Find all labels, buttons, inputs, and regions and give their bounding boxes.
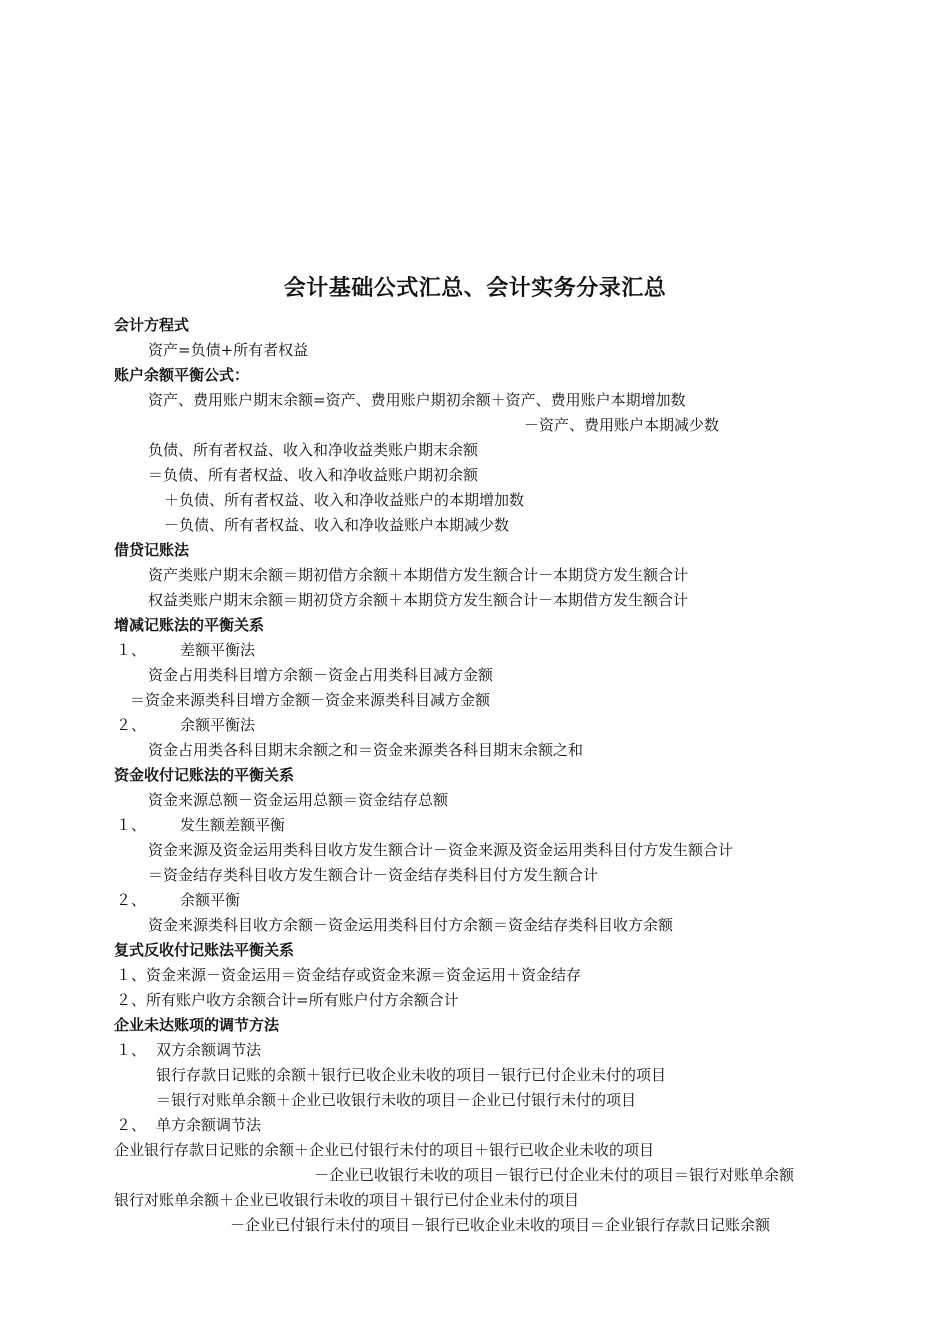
section-heading-increase-decrease: 增减记账法的平衡关系 <box>114 616 265 634</box>
section-heading-debit-credit: 借贷记账法 <box>114 541 190 559</box>
formula-line: ２、所有账户收方余额合计=所有账户付方余额合计 <box>116 991 459 1009</box>
formula-line: 资产类账户期末余额＝期初借方余额＋本期借方发生额合计－本期贷方发生额合计 <box>148 566 689 584</box>
section-heading-funds-receipt-payment: 资金收付记账法的平衡关系 <box>114 766 295 784</box>
formula-line: ＝资金来源类科目增方金额－资金来源类科目减方金额 <box>130 691 491 709</box>
section-heading-accounting-equation: 会计方程式 <box>114 316 190 334</box>
list-item <box>116 715 255 735</box>
formula-line: ＝负债、所有者权益、收入和净收益账户期初余额 <box>148 466 479 484</box>
formula-line: －企业已付银行未付的项目－银行已收企业未收的项目＝企业银行存款日记账余额 <box>230 1216 771 1234</box>
formula-line: －资产、费用账户本期减少数 <box>524 416 720 434</box>
formula-line: 资金来源及资金运用类科目收方发生额合计－资金来源及资金运用类科目付方发生额合计 <box>148 841 734 859</box>
formula-line: 资产、费用账户期末余额=资产、费用账户期初余额＋资产、费用账户本期增加数 <box>148 391 686 409</box>
formula-line: 银行存款日记账的余额＋银行已收企业未收的项目－银行已付企业未付的项目 <box>156 1066 667 1084</box>
formula-line: ＝资金结存类科目收方发生额合计－资金结存类科目付方发生额合计 <box>148 866 599 884</box>
formula-line: 资金来源类科目收方余额－资金运用类科目付方余额＝资金结存类科目收方余额 <box>148 916 674 934</box>
section-heading-reverse-receipt-payment: 复式反收付记账法平衡关系 <box>114 941 295 959</box>
formula-line: －负债、所有者权益、收入和净收益账户本期减少数 <box>164 516 510 534</box>
section-heading-reconciliation: 企业未达账项的调节方法 <box>114 1016 280 1034</box>
formula-line: 负债、所有者权益、收入和净收益类账户期末余额 <box>148 441 479 459</box>
formula-line: ＋负债、所有者权益、收入和净收益账户的本期增加数 <box>164 491 525 509</box>
document-title: 会计基础公式汇总、会计实务分录汇总 <box>283 276 667 301</box>
list-item <box>116 1040 261 1060</box>
formula-line: １、资金来源－资金运用＝资金结存或资金来源＝资金运用＋资金结存 <box>116 966 582 984</box>
list-item <box>116 640 255 660</box>
list-number: ２、 <box>116 716 147 734</box>
list-number: １、 <box>116 641 147 659</box>
formula-line: 资金占用类科目增方余额－资金占用类科目减方金额 <box>148 666 494 684</box>
list-number: １、 <box>116 1041 147 1059</box>
list-number: １、 <box>116 816 147 834</box>
formula-line: 企业银行存款日记账的余额＋企业已付银行未付的项目＋银行已收企业未收的项目 <box>114 1141 655 1159</box>
formula-line: 银行对账单余额＋企业已收银行未收的项目＋银行已付企业未付的项目 <box>114 1191 580 1209</box>
list-number: ２、 <box>116 891 147 909</box>
formula-line: －企业已收银行未收的项目－银行已付企业未付的项目＝银行对账单余额 <box>314 1166 795 1184</box>
formula-line: 资金占用类各科目期末余额之和＝资金来源类各科目期末余额之和 <box>148 741 584 759</box>
list-item <box>116 815 285 835</box>
list-item-title: 余额平衡法 <box>180 716 256 734</box>
formula-line: ＝银行对账单余额＋企业已收银行未收的项目－企业已付银行未付的项目 <box>156 1091 637 1109</box>
list-item <box>116 1115 261 1135</box>
formula-line: 资金来源总额－资金运用总额＝资金结存总额 <box>148 791 449 809</box>
list-item <box>116 890 240 910</box>
list-item-title: 双方余额调节法 <box>156 1041 262 1059</box>
list-number: ２、 <box>116 1116 147 1134</box>
list-item-title: 差额平衡法 <box>180 641 256 659</box>
formula-line: 资产=负债+所有者权益 <box>148 341 309 359</box>
list-item-title: 单方余额调节法 <box>156 1116 262 1134</box>
list-item-title: 余额平衡 <box>180 891 241 909</box>
section-heading-balance-formula: 账户余额平衡公式： <box>114 366 250 384</box>
formula-line: 权益类账户期末余额＝期初贷方余额＋本期贷方发生额合计－本期借方发生额合计 <box>148 591 689 609</box>
list-item-title: 发生额差额平衡 <box>180 816 286 834</box>
